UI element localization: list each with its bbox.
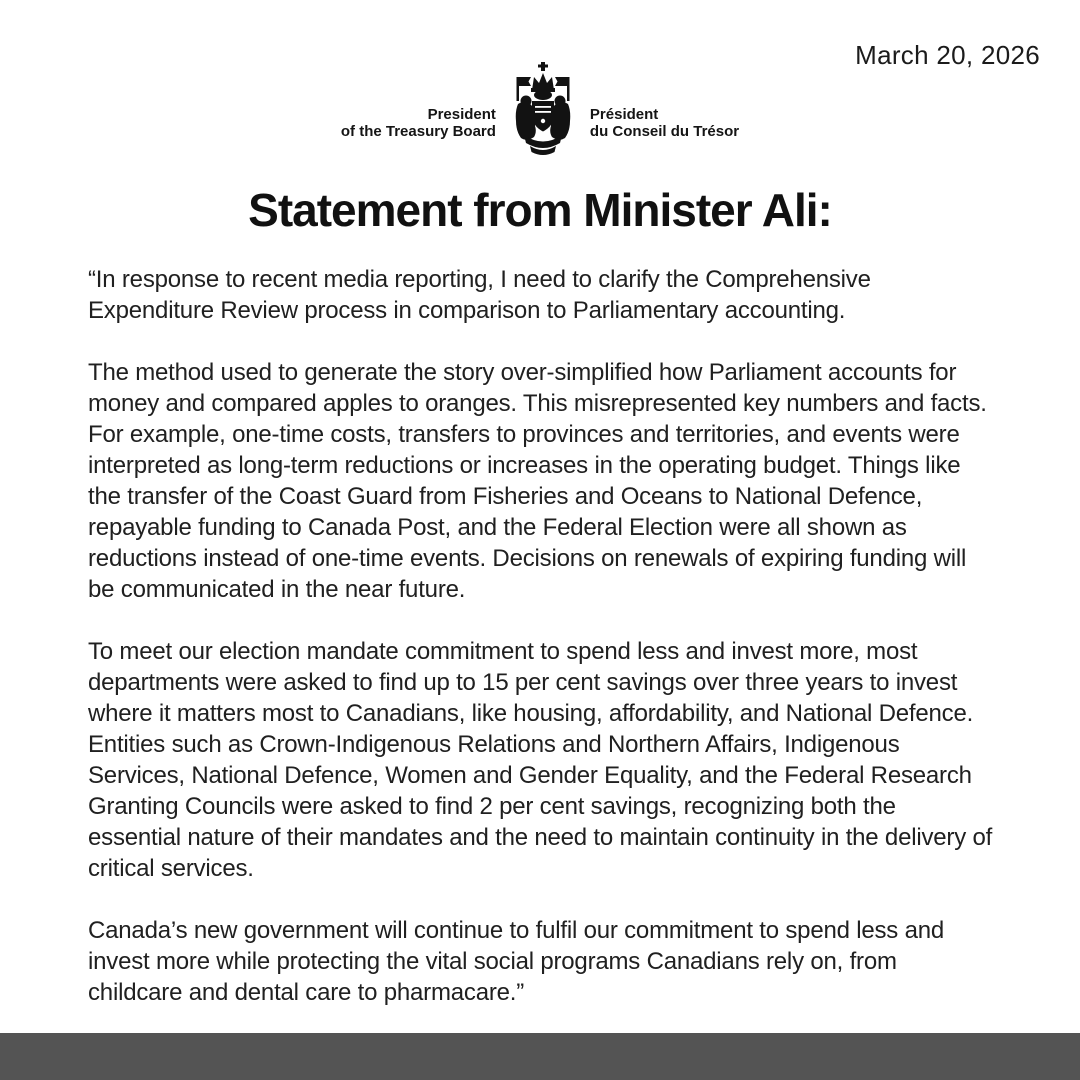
department-title-english-line1: President (427, 106, 496, 123)
date-text: March 20, 2026 (855, 40, 1040, 70)
statement-paragraph-4: Canada’s new government will continue to fulfil our commitment to spend less and invest more while protecting the vital social programs Canadians rely on, from childcare and dental care to pharmacare.” (88, 917, 945, 1006)
department-title-french (590, 106, 739, 140)
footer-bar (0, 1033, 1080, 1080)
department-title-french-line2: du Conseil du Trésor (589, 123, 740, 140)
statement-paragraph-2: The method used to generate the story over-simplified how Parliament accounts for money and compared apples to oranges. This misrepresented key numbers and facts. For example, one-time costs, transfers to provinces and territories, and events were interpreted as long-term reductions or increases in the operating budget. Things like the transfer of the Coast Guard from Fisheries and Oceans to National Defence, repayable funding to Canada Post, and the Federal Election were all shown as reductions instead of one-time events. Decisions on renewals of expiring funding will be communicated in the near future. (88, 359, 987, 603)
department-title-french-line1: Président (589, 106, 659, 123)
statement-paragraph-1: “In response to recent media reporting, I need to clarify the Comprehensive Expenditure Review process in comparison to Parliamentary accounting. (88, 266, 871, 324)
page-title: Statement from Minister Ali: (248, 184, 832, 236)
canada-coat-of-arms-icon (510, 62, 576, 158)
government-signature-header (0, 62, 1080, 158)
statement-body (88, 264, 994, 1039)
department-title-english-line2: of the Treasury Board (340, 123, 496, 140)
statement-paragraph-3: To meet our election mandate commitment to spend less and invest more, most departments were asked to find up to 15 per cent savings over three years to invest where it matters most to Canadians, like housing, affordability, and National Defence. Entities such as Crown-Indigenous Relations and Northern Affairs, Indigenous Services, National Defence, Women and Gender Equality, and the Federal Research Granting Councils were asked to find 2 per cent savings, recognizing both the essential nature of their mandates and the need to maintain continuity in the delivery of critical services. (88, 638, 993, 882)
department-title-english (341, 106, 496, 140)
